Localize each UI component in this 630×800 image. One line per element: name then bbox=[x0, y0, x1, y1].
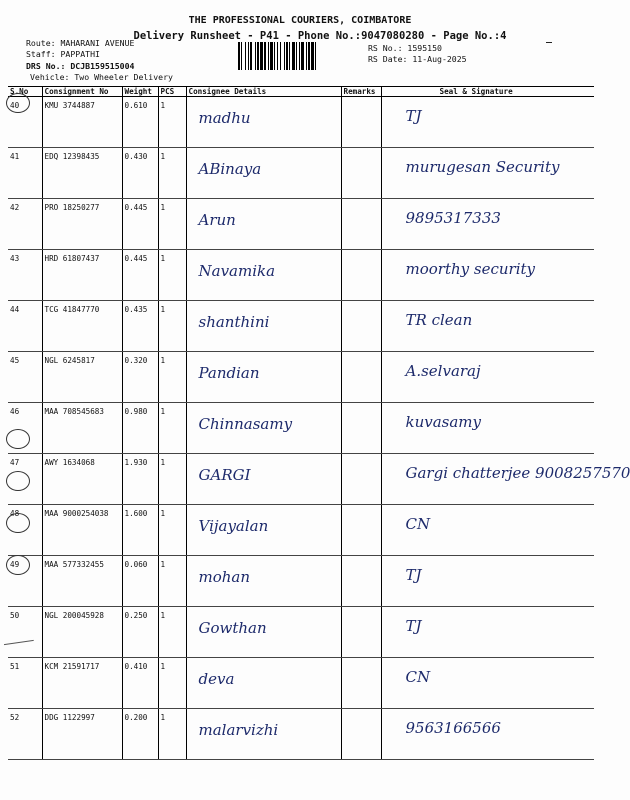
pcs-cell: 1 bbox=[158, 658, 186, 709]
consignee-handwriting: Gowthan bbox=[186, 607, 341, 658]
weight-cell: 0.410 bbox=[122, 658, 158, 709]
sno-cell: 45 bbox=[8, 352, 42, 403]
sno-cell: 51 bbox=[8, 658, 42, 709]
consignment-cell: MAA 708545683 bbox=[42, 403, 122, 454]
col-pcs: PCS bbox=[158, 87, 186, 97]
consignee-handwriting: Navamika bbox=[186, 250, 341, 301]
remarks-cell bbox=[341, 250, 381, 301]
consignment-cell: KCM 21591717 bbox=[42, 658, 122, 709]
weight-cell: 0.320 bbox=[122, 352, 158, 403]
runsheet-table bbox=[8, 86, 630, 760]
seal-signature-handwriting: 9563166566 bbox=[381, 709, 594, 760]
weight-cell: 1.930 bbox=[122, 454, 158, 505]
pcs-cell: 1 bbox=[158, 352, 186, 403]
sno-cell: 50 bbox=[8, 607, 42, 658]
consignment-cell: KMU 3744887 bbox=[42, 97, 122, 148]
sno-cell: 41 bbox=[8, 148, 42, 199]
table-row bbox=[8, 505, 594, 556]
sno-cell: 40 bbox=[8, 97, 42, 148]
seal-signature-handwriting: moorthy security bbox=[381, 250, 594, 301]
consignment-cell: HRD 61807437 bbox=[42, 250, 122, 301]
sno-cell: 49 bbox=[8, 556, 42, 607]
sno-cell: 42 bbox=[8, 199, 42, 250]
sno-cell: 46 bbox=[8, 403, 42, 454]
pcs-cell: 1 bbox=[158, 709, 186, 760]
rs-number: RS No.: 1595150 bbox=[368, 43, 442, 53]
remarks-cell bbox=[341, 148, 381, 199]
sno-cell: 44 bbox=[8, 301, 42, 352]
sno-circle-mark bbox=[6, 471, 30, 491]
consignee-handwriting: deva bbox=[186, 658, 341, 709]
sno-cell: 43 bbox=[8, 250, 42, 301]
consignment-cell: TCG 41847770 bbox=[42, 301, 122, 352]
remarks-cell bbox=[341, 97, 381, 148]
consignment-cell: EDQ 12398435 bbox=[42, 148, 122, 199]
table-row bbox=[8, 301, 594, 352]
pcs-cell: 1 bbox=[158, 301, 186, 352]
weight-cell: 0.980 bbox=[122, 403, 158, 454]
weight-cell: 0.610 bbox=[122, 97, 158, 148]
weight-cell: 0.200 bbox=[122, 709, 158, 760]
consignment-cell: MAA 9000254038 bbox=[42, 505, 122, 556]
weight-cell: 0.250 bbox=[122, 607, 158, 658]
remarks-cell bbox=[341, 454, 381, 505]
consignee-handwriting: madhu bbox=[186, 97, 341, 148]
sno-cell: 52 bbox=[8, 709, 42, 760]
consignment-cell: DDG 1122997 bbox=[42, 709, 122, 760]
table-row bbox=[8, 199, 594, 250]
staff-line: Staff: PAPPATHI bbox=[26, 49, 100, 59]
col-consignment: Consignment No bbox=[42, 87, 122, 97]
seal-signature-handwriting: 9895317333 bbox=[381, 199, 594, 250]
col-sno: S.No bbox=[8, 87, 42, 97]
pcs-cell: 1 bbox=[158, 403, 186, 454]
consignee-handwriting: Arun bbox=[186, 199, 341, 250]
pcs-cell: 1 bbox=[158, 199, 186, 250]
consignee-handwriting: Chinnasamy bbox=[186, 403, 341, 454]
drs-line: DRS No.: DCJB159515004 bbox=[26, 61, 135, 71]
remarks-cell bbox=[341, 658, 381, 709]
col-consignee: Consignee Details bbox=[186, 87, 341, 97]
remarks-cell bbox=[341, 607, 381, 658]
remarks-cell bbox=[341, 301, 381, 352]
rs-date: RS Date: 11-Aug-2025 bbox=[368, 54, 467, 64]
seal-signature-handwriting: TJ bbox=[381, 607, 594, 658]
pcs-cell: 1 bbox=[158, 556, 186, 607]
weight-cell: 1.600 bbox=[122, 505, 158, 556]
consignment-cell: AWY 1634068 bbox=[42, 454, 122, 505]
remarks-cell bbox=[341, 709, 381, 760]
table-row bbox=[8, 607, 594, 658]
weight-cell: 0.060 bbox=[122, 556, 158, 607]
remarks-cell bbox=[341, 352, 381, 403]
consignee-handwriting: Vijayalan bbox=[186, 505, 341, 556]
seal-signature-handwriting: Gargi chatterjee 9008257570 bbox=[381, 454, 594, 505]
route-line: Route: MAHARANI AVENUE bbox=[26, 38, 135, 48]
sno-circle-mark bbox=[6, 513, 30, 533]
weight-cell: 0.445 bbox=[122, 250, 158, 301]
pcs-cell: 1 bbox=[158, 148, 186, 199]
consignee-handwriting: Pandian bbox=[186, 352, 341, 403]
table-row bbox=[8, 658, 594, 709]
pcs-cell: 1 bbox=[158, 250, 186, 301]
pcs-cell: 1 bbox=[158, 97, 186, 148]
table-row bbox=[8, 403, 594, 454]
seal-signature-handwriting: CN bbox=[381, 658, 594, 709]
remarks-cell bbox=[341, 199, 381, 250]
consignee-handwriting: mohan bbox=[186, 556, 341, 607]
consignee-handwriting: GARGI bbox=[186, 454, 341, 505]
seal-signature-handwriting: TJ bbox=[381, 556, 594, 607]
sno-circle-mark bbox=[6, 429, 30, 449]
seal-signature-handwriting: murugesan Security bbox=[381, 148, 594, 199]
consignee-handwriting: ABinaya bbox=[186, 148, 341, 199]
consignee-handwriting: malarvizhi bbox=[186, 709, 341, 760]
vehicle-line: Vehicle: Two Wheeler Delivery bbox=[30, 72, 173, 82]
remarks-cell bbox=[341, 505, 381, 556]
consignee-handwriting: shanthini bbox=[186, 301, 341, 352]
consignment-cell: NGL 6245817 bbox=[42, 352, 122, 403]
table-row bbox=[8, 709, 594, 760]
runsheet-title: Delivery Runsheet - P41 - Phone No.:9047080280 - Page No.:4 bbox=[133, 30, 507, 42]
sno-circle-mark bbox=[6, 555, 30, 575]
consignment-cell: PRO 18250277 bbox=[42, 199, 122, 250]
seal-signature-handwriting: kuvasamy bbox=[381, 403, 594, 454]
table-header-row bbox=[8, 87, 594, 97]
col-weight: Weight bbox=[122, 87, 158, 97]
consignment-cell: NGL 200045928 bbox=[42, 607, 122, 658]
table-row bbox=[8, 148, 594, 199]
sno-cell: 48 bbox=[8, 505, 42, 556]
seal-signature-handwriting: CN bbox=[381, 505, 594, 556]
table-row bbox=[8, 250, 594, 301]
col-remarks: Remarks bbox=[341, 87, 381, 97]
seal-signature-handwriting: TJ bbox=[381, 97, 594, 148]
pcs-cell: 1 bbox=[158, 505, 186, 556]
table-row bbox=[8, 352, 594, 403]
table-row bbox=[8, 556, 594, 607]
consignment-cell: MAA 577332455 bbox=[42, 556, 122, 607]
seal-signature-handwriting: A.selvaraj bbox=[381, 352, 594, 403]
weight-cell: 0.435 bbox=[122, 301, 158, 352]
weight-cell: 0.430 bbox=[122, 148, 158, 199]
rs-info bbox=[368, 43, 467, 65]
pcs-cell: 1 bbox=[158, 454, 186, 505]
weight-cell: 0.445 bbox=[122, 199, 158, 250]
remarks-cell bbox=[341, 556, 381, 607]
corner-mark bbox=[546, 42, 552, 43]
sno-circle-mark bbox=[6, 93, 30, 113]
seal-signature-handwriting: TR clean bbox=[381, 301, 594, 352]
col-seal: Seal & Signature bbox=[381, 87, 594, 97]
remarks-cell bbox=[341, 403, 381, 454]
barcode-image bbox=[238, 42, 360, 70]
company-title: THE PROFESSIONAL COURIERS, COIMBATORE bbox=[188, 15, 412, 26]
pcs-cell: 1 bbox=[158, 607, 186, 658]
table-row bbox=[8, 97, 594, 148]
table-row bbox=[8, 454, 594, 505]
sno-cell: 47 bbox=[8, 454, 42, 505]
